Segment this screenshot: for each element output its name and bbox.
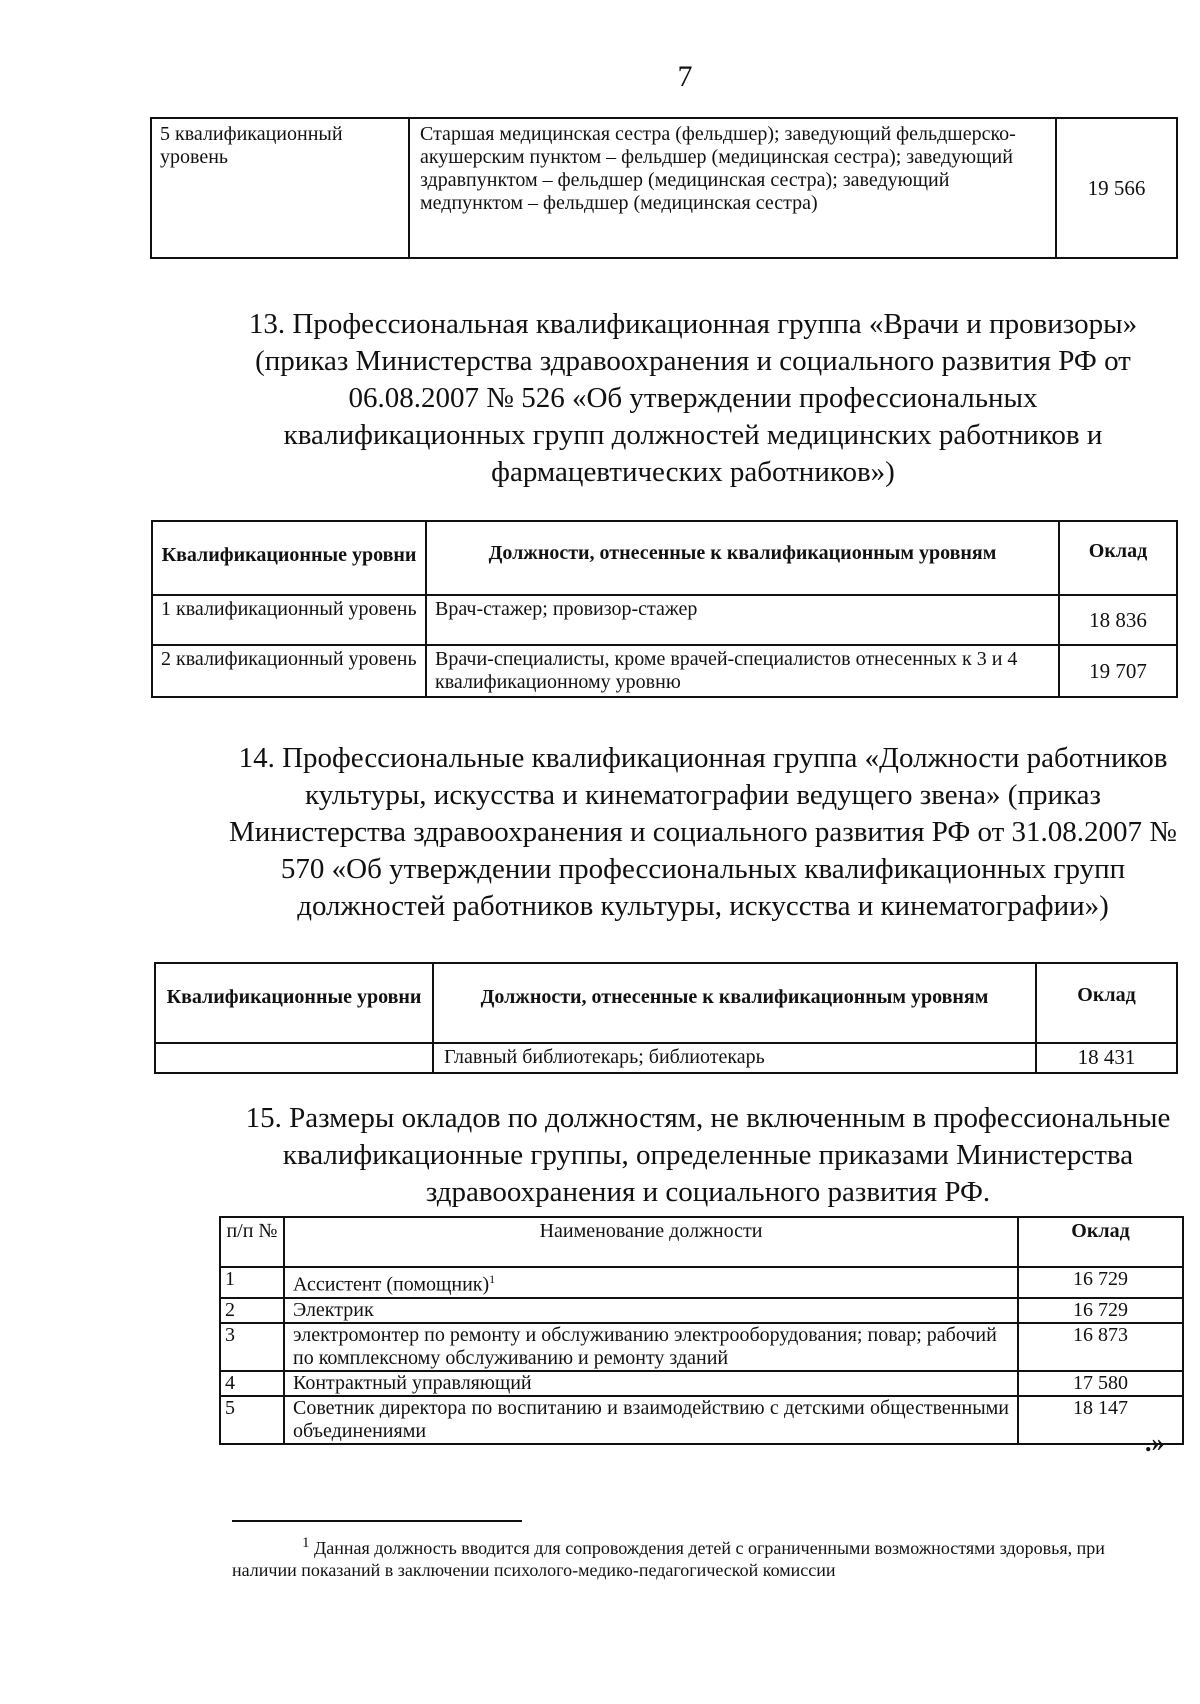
positions-cell: Врач-стажер; провизор-стажер <box>426 595 1059 645</box>
footnote-text: Данная должность вводится для сопровождения детей с ограниченными возможностями здоровья, при наличии показаний в заключении психолого-медико-педагогической комиссии <box>232 1538 1105 1580</box>
positions-cell: Главный библиотекарь; библиотекарь <box>433 1043 1036 1073</box>
num-cell: 3 <box>220 1323 284 1371</box>
salary-cell: 16 729 <box>1018 1298 1183 1323</box>
table-row <box>152 595 1177 645</box>
table-header-row <box>220 1217 1183 1267</box>
salary-cell: 19 707 <box>1059 645 1177 697</box>
header-salary: Оклад <box>1036 963 1177 1043</box>
num-cell: 2 <box>220 1298 284 1323</box>
salary-cell: 16 873 <box>1018 1323 1183 1371</box>
header-level: Квалификационные уровни <box>152 521 426 595</box>
header-level: Квалификационные уровни <box>155 963 433 1043</box>
table-pkg-culture <box>154 962 1178 1074</box>
section-14-heading: 14. Профессиональные квалификационная группа «Должности работников культуры, искусства и кинематографии ведущего звена» (приказ Министерства здравоохранения и социального развития РФ от 31.08.2007 № 570 «Об утверждении профессиональных квалификационных групп должностей работников культуры, искусства и кинематографии») <box>229 742 1177 922</box>
level-cell: 2 квалификационный уровень <box>152 645 426 697</box>
header-name: Наименование должности <box>284 1217 1018 1267</box>
footnote-ref[interactable]: 1 <box>489 1272 496 1286</box>
num-cell: 5 <box>220 1396 284 1444</box>
table-row <box>220 1396 1183 1444</box>
footnote-body <box>232 1532 1172 1581</box>
salary-cell: 16 729 <box>1018 1267 1183 1298</box>
footnote-mark: 1 <box>302 1535 310 1551</box>
header-positions: Должности, отнесенные к квалификационным уровням <box>433 963 1036 1043</box>
salary-cell: 18 836 <box>1059 595 1177 645</box>
section-13-heading: 13. Профессиональная квалификационная группа «Врачи и провизоры» (приказ Министерства здравоохранения и социального развития РФ от 06.08.2007 № 526 «Об утверждении профессиональных квалификационных групп должностей медицинских работников и фармацевтических работников») <box>248 308 1138 488</box>
table-pkg-doctors <box>151 520 1178 698</box>
table-header-row <box>155 963 1177 1043</box>
table-row <box>151 118 1177 258</box>
page-number: 7 <box>677 60 693 93</box>
table-pkg-nurses-continuation <box>150 117 1178 259</box>
salary-cell: 19 566 <box>1056 118 1177 258</box>
footnote <box>232 1532 1172 1581</box>
table-row <box>152 645 1177 697</box>
closing-quote-mark: .» <box>1145 1428 1165 1457</box>
num-cell: 1 <box>220 1267 284 1298</box>
name-cell: электромонтер по ремонту и обслуживанию электрооборудования; повар; рабочий по комплексному обслуживанию и ремонту зданий <box>284 1323 1018 1371</box>
footnote-separator <box>232 1520 522 1522</box>
salary-cell: 17 580 <box>1018 1371 1183 1396</box>
table-row <box>220 1298 1183 1323</box>
header-positions: Должности, отнесенные к квалификационным уровням <box>426 521 1059 595</box>
table-row <box>220 1267 1183 1298</box>
level-cell <box>155 1043 433 1073</box>
name-cell: Контрактный управляющий <box>284 1371 1018 1396</box>
table-row <box>155 1043 1177 1073</box>
level-cell: 5 квалификационный уровень <box>151 118 409 258</box>
positions-cell: Старшая медицинская сестра (фельдшер); заведующий фельдшерско-акушерским пунктом – фельдшер (медицинская сестра); заведующий здравпунктом – фельдшер (медицинская сестра); заведующий медпунктом – фельдшер (медицинская сестра) <box>409 118 1056 258</box>
table-other-positions <box>219 1216 1184 1445</box>
name-cell <box>284 1267 1018 1298</box>
section-15-heading: 15. Размеры окладов по должностям, не включенным в профессиональные квалификационные группы, определенные приказами Министерства здравоохранения и социального развития РФ. <box>245 1102 1171 1208</box>
name-text: Ассистент (помощник) <box>293 1273 490 1296</box>
level-cell: 1 квалификационный уровень <box>152 595 426 645</box>
header-salary: Оклад <box>1018 1217 1183 1267</box>
table-row <box>220 1371 1183 1396</box>
salary-cell: 18 431 <box>1036 1043 1177 1073</box>
num-cell: 4 <box>220 1371 284 1396</box>
header-num: п/п № <box>220 1217 284 1267</box>
header-salary: Оклад <box>1059 521 1177 595</box>
table-row <box>220 1323 1183 1371</box>
positions-cell: Врачи-специалисты, кроме врачей-специалистов отнесенных к 3 и 4 квалификационному уровню <box>426 645 1059 697</box>
table-header-row <box>152 521 1177 595</box>
name-cell: Электрик <box>284 1298 1018 1323</box>
salary-cell: 18 147 <box>1018 1396 1183 1444</box>
name-cell: Советник директора по воспитанию и взаимодействию с детскими общественными объединениями <box>284 1396 1018 1444</box>
